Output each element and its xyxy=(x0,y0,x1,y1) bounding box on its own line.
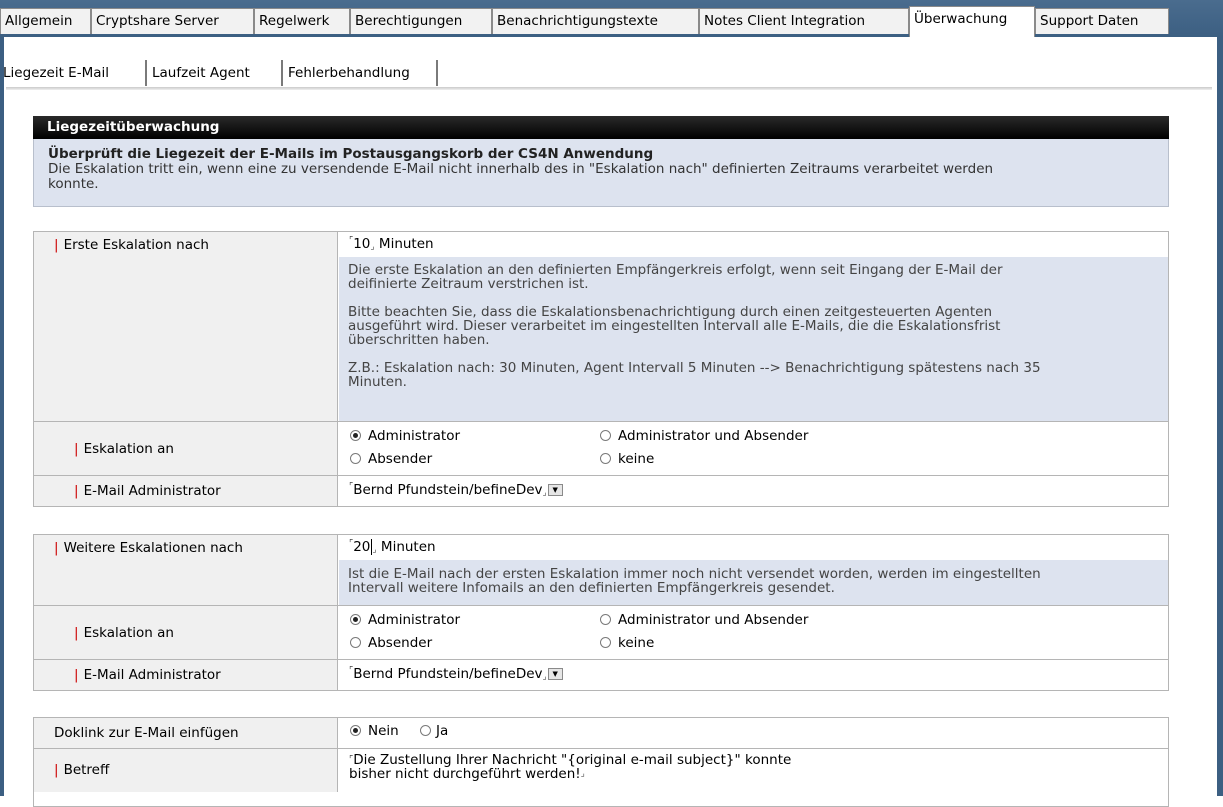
tab-regelwerk[interactable]: Regelwerk xyxy=(254,8,350,34)
first-escalation-row xyxy=(34,232,1168,421)
email-administrator-label-text: E-Mail Administrator xyxy=(83,483,221,499)
field-end-marker: ⌟ xyxy=(542,672,547,682)
tab-ueberwachung[interactable]: Überwachung xyxy=(909,6,1035,37)
first-escalation-input[interactable]: 10 xyxy=(353,236,371,252)
tab-allgemein[interactable]: Allgemein xyxy=(0,8,91,34)
first-escalation-group xyxy=(33,231,1169,507)
further-escalation-field[interactable] xyxy=(349,539,436,555)
section-description-line: konnte. xyxy=(48,176,99,192)
radio-icon[interactable] xyxy=(600,453,611,464)
radio-absender[interactable] xyxy=(350,635,432,651)
required-marker: | xyxy=(74,483,79,499)
email-administrator-input[interactable]: Bernd Pfundstein/befineDev xyxy=(353,666,543,682)
required-marker: | xyxy=(74,667,79,683)
dropdown-icon[interactable]: ▼ xyxy=(548,668,563,680)
escalation-to-label-text: Eskalation an xyxy=(83,441,174,457)
required-marker: | xyxy=(74,441,79,457)
radio-label: Ja xyxy=(436,723,449,739)
email-administrator-label-text: E-Mail Administrator xyxy=(83,667,221,683)
required-marker: | xyxy=(54,540,59,556)
radio-label: Administrator und Absender xyxy=(618,612,809,628)
radio-administrator-und-absender[interactable] xyxy=(600,612,808,628)
required-marker: | xyxy=(74,625,79,641)
top-tab-bar xyxy=(0,0,1223,37)
first-escalation-label xyxy=(34,232,338,421)
help-line: deifinierte Zeitraum verstrichen ist. xyxy=(348,276,589,292)
radio-label: Absender xyxy=(368,635,433,651)
radio-administrator-und-absender[interactable] xyxy=(600,428,808,444)
radio-label: Absender xyxy=(368,451,433,467)
radio-icon[interactable] xyxy=(350,453,361,464)
first-admin-row xyxy=(34,475,1168,506)
first-escalation-recipient-row xyxy=(34,421,1168,475)
first-escalation-field[interactable] xyxy=(349,236,434,252)
radio-label: keine xyxy=(618,451,655,467)
escalation-to-label xyxy=(34,606,338,659)
radio-administrator[interactable] xyxy=(350,428,460,444)
further-escalation-label-text: Weitere Eskalationen nach xyxy=(63,540,243,556)
tab-support-daten[interactable]: Support Daten xyxy=(1035,8,1169,34)
field-start-marker: ⌜ xyxy=(349,236,354,246)
notification-options-group xyxy=(33,717,1169,807)
required-marker: | xyxy=(54,762,59,778)
subtab-fehlerbehandlung[interactable]: Fehlerbehandlung xyxy=(285,60,438,86)
email-administrator-label xyxy=(34,476,338,506)
radio-icon[interactable] xyxy=(420,725,431,736)
further-escalation-row xyxy=(34,535,1168,605)
radio-icon[interactable] xyxy=(600,637,611,648)
help-line: ausgeführt wird. Dieser verarbeitet im eingestellten Intervall alle E-Mails, die die Eskalationsfrist xyxy=(348,318,1001,334)
email-administrator-field[interactable] xyxy=(349,666,563,682)
email-administrator-input[interactable]: Bernd Pfundstein/befineDev xyxy=(353,482,543,498)
subject-label-text: Betreff xyxy=(63,762,110,778)
radio-administrator[interactable] xyxy=(350,612,460,628)
radio-absender[interactable] xyxy=(350,451,432,467)
help-line: überschritten haben. xyxy=(348,332,490,348)
radio-icon[interactable] xyxy=(600,614,611,625)
escalation-to-label xyxy=(34,422,338,475)
first-escalation-label-text: Erste Eskalation nach xyxy=(63,237,209,253)
doclink-row xyxy=(34,718,1168,748)
field-end-marker: ⌟ xyxy=(542,488,547,498)
radio-icon[interactable] xyxy=(350,637,361,648)
section-description xyxy=(33,139,1169,207)
radio-icon[interactable] xyxy=(350,430,361,441)
content-divider xyxy=(6,87,1212,90)
radio-keine[interactable] xyxy=(600,451,654,467)
email-administrator-cell xyxy=(339,660,1168,690)
escalation-to-label-text: Eskalation an xyxy=(83,625,174,641)
field-start-marker: ⌜ xyxy=(349,482,354,492)
further-escalation-input[interactable]: 20 xyxy=(353,539,371,555)
dropdown-icon[interactable]: ▼ xyxy=(548,484,563,496)
help-line: Z.B.: Eskalation nach: 30 Minuten, Agent Intervall 5 Minuten --> Benachrichtigung spätestens nach 35 xyxy=(348,360,1041,376)
further-admin-row xyxy=(34,659,1168,690)
help-line: Ist die E-Mail nach der ersten Eskalation immer noch nicht versendet worden, werden im eingestellten xyxy=(348,566,1041,582)
doclink-options xyxy=(339,718,1168,748)
doclink-label-text: Doklink zur E-Mail einfügen xyxy=(54,725,239,741)
field-start-marker: ⌜ xyxy=(349,539,354,549)
field-start-marker: ⌜ xyxy=(349,755,354,765)
further-escalation-recipient-row xyxy=(34,605,1168,659)
tab-notes-client-integration[interactable]: Notes Client Integration xyxy=(699,8,909,34)
left-frame-border xyxy=(0,37,4,796)
radio-icon[interactable] xyxy=(350,614,361,625)
email-administrator-field[interactable] xyxy=(349,482,563,498)
section-header: Liegezeitüberwachung xyxy=(33,116,1169,139)
first-escalation-help xyxy=(339,257,1168,421)
tab-berechtigungen[interactable]: Berechtigungen xyxy=(350,8,492,34)
radio-keine[interactable] xyxy=(600,635,654,651)
radio-label: Nein xyxy=(368,723,399,739)
subject-row xyxy=(34,748,1168,792)
email-administrator-cell xyxy=(339,476,1168,506)
further-escalation-group xyxy=(33,534,1169,691)
further-escalation-label xyxy=(34,535,338,605)
radio-ja[interactable] xyxy=(420,723,448,739)
subtab-liegezeit-email[interactable]: Liegezeit E-Mail xyxy=(0,60,147,86)
escalation-to-options xyxy=(339,422,1168,475)
doclink-label xyxy=(34,718,338,748)
subject-input-line[interactable]: Die Zustellung Ihrer Nachricht "{original e-mail subject}" konnte xyxy=(353,752,792,768)
radio-icon[interactable] xyxy=(600,430,611,441)
subtab-laufzeit-agent[interactable]: Laufzeit Agent xyxy=(149,60,283,86)
radio-label: keine xyxy=(618,635,655,651)
subject-cell xyxy=(339,749,1168,792)
field-start-marker: ⌜ xyxy=(349,666,354,676)
radio-label: Administrator und Absender xyxy=(618,428,809,444)
radio-label: Administrator xyxy=(368,428,461,444)
section-description-title: Überprüft die Liegezeit der E-Mails im Postausgangskorb der CS4N Anwendung xyxy=(48,146,654,162)
subject-label xyxy=(34,749,338,792)
first-escalation-unit: Minuten xyxy=(378,236,434,252)
help-line: Die erste Eskalation an den definierten Empfängerkreis erfolgt, wenn seit Eingang der E-Mail der xyxy=(348,262,1003,278)
section-description-line: Die Eskalation tritt ein, wenn eine zu versendende E-Mail nicht innerhalb des in "Eskalation nach" definierten Zeitraums verarbeitet werden xyxy=(48,161,994,177)
subject-input-line[interactable]: bisher nicht durchgeführt werden! xyxy=(349,766,581,782)
escalation-to-options xyxy=(339,606,1168,659)
help-line: Bitte beachten Sie, dass die Eskalationsbenachrichtigung durch einen zeitgesteuerten Agenten xyxy=(348,304,993,320)
field-end-marker: ⌟ xyxy=(580,769,585,779)
right-frame-border xyxy=(1217,37,1223,796)
further-escalation-unit: Minuten xyxy=(380,539,436,555)
radio-label: Administrator xyxy=(368,612,461,628)
tab-benachrichtigungstexte[interactable]: Benachrichtigungstexte xyxy=(492,8,699,34)
email-administrator-label xyxy=(34,660,338,690)
required-marker: | xyxy=(54,237,59,253)
radio-nein[interactable] xyxy=(350,723,399,739)
help-line: Minuten. xyxy=(348,374,407,390)
help-line: Intervall weitere Infomails an den definierten Empfängerkreis gesendet. xyxy=(348,580,835,596)
subject-field[interactable] xyxy=(349,753,791,781)
radio-icon[interactable] xyxy=(350,725,361,736)
further-escalation-help xyxy=(339,560,1168,605)
tab-cryptshare-server[interactable]: Cryptshare Server xyxy=(91,8,254,34)
field-end-marker: ⌟ xyxy=(370,242,375,252)
field-end-marker: ⌟ xyxy=(372,545,377,555)
